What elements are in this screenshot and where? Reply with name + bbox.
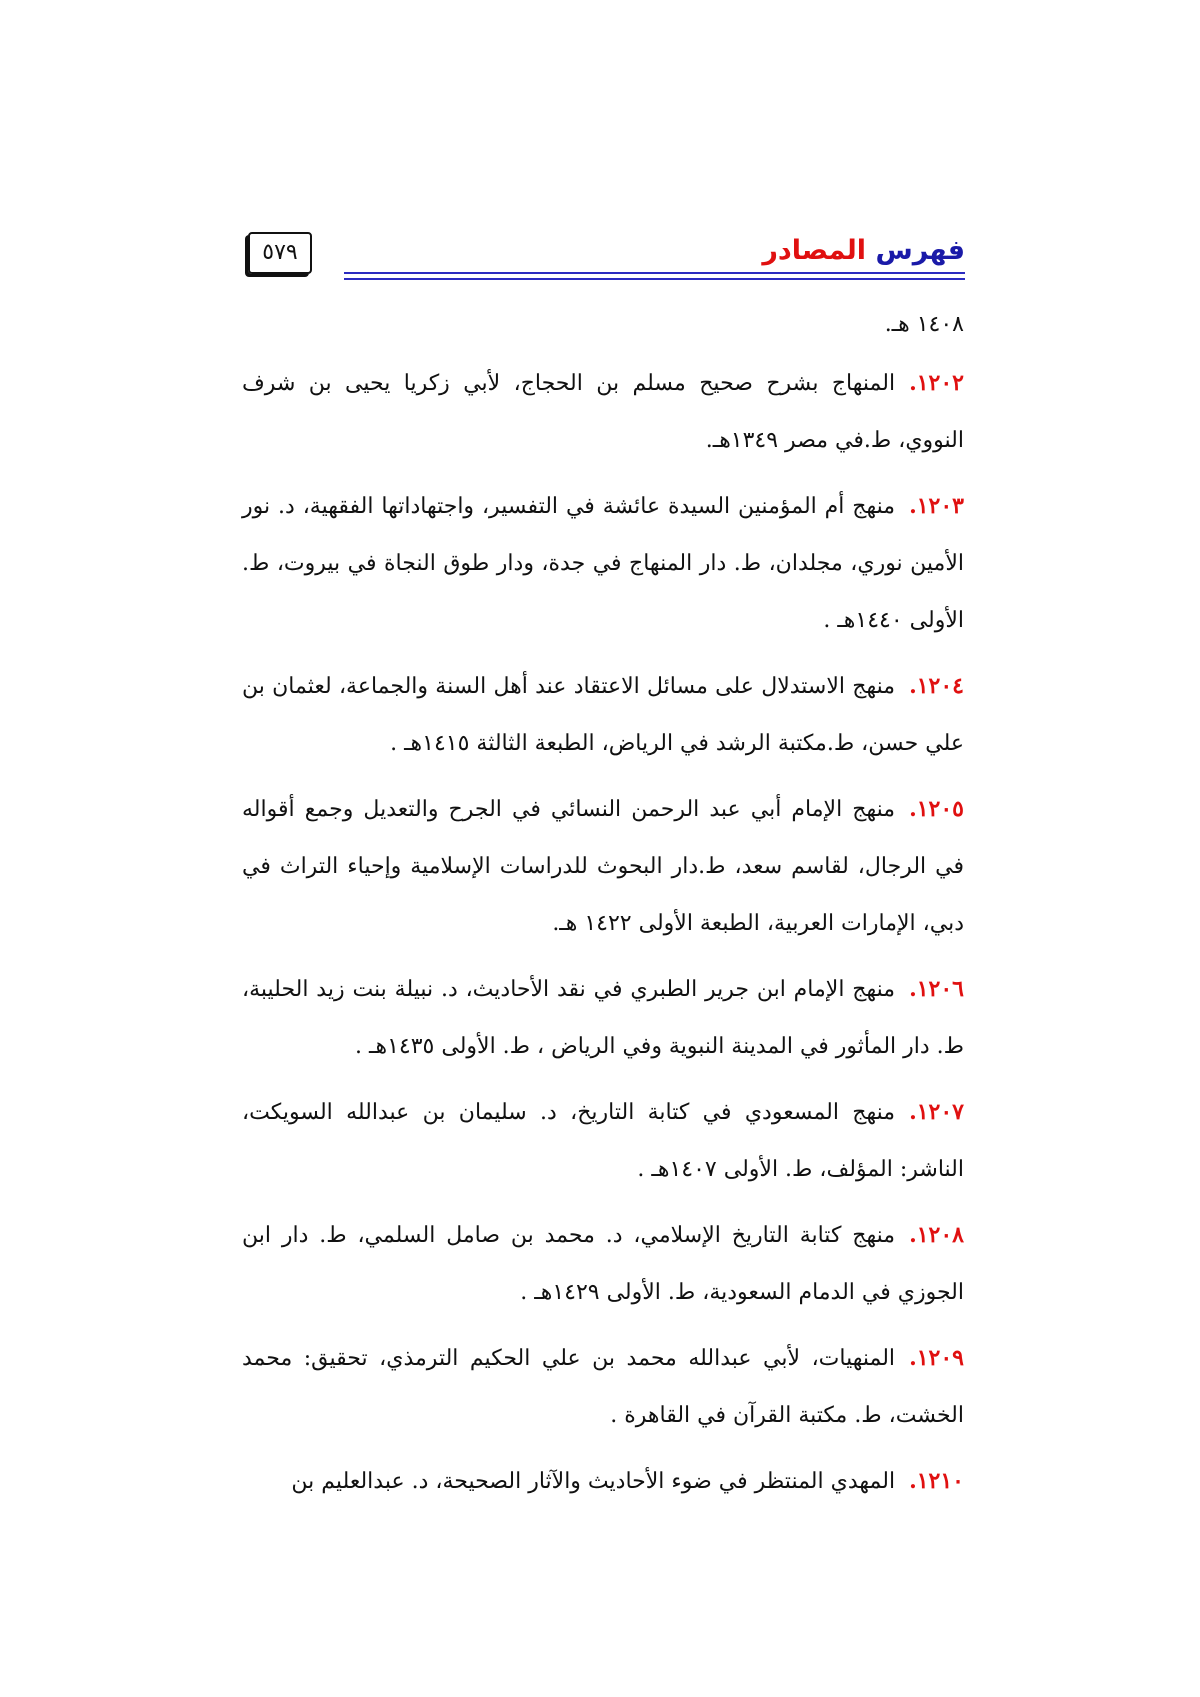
entry-number: ١٢٠٧. (909, 1099, 964, 1125)
entry-number: ١٢٠٢. (909, 370, 964, 396)
entry-number: ١٢٠٨. (909, 1222, 964, 1248)
bibliography-entry (242, 658, 964, 772)
page-number-box: ٥٧٩ (248, 232, 312, 274)
bibliography-entry (242, 961, 964, 1075)
entry-number: ١٢٠٩. (909, 1345, 964, 1371)
bibliography-entry (242, 355, 964, 469)
entry-text: منهج كتابة التاريخ الإسلامي، د. محمد بن صامل السلمي، ط. دار ابن الجوزي في الدمام السعودية، ط. الأولى ١٤٢٩هـ . (242, 1223, 964, 1305)
entry-text: منهج الإمام ابن جرير الطبري في نقد الأحاديث، د. نبيلة بنت زيد الحليبة، ط. دار المأثور في المدينة النبوية وفي الرياض ، ط. الأولى ١٤٣٥هـ . (242, 977, 964, 1059)
page-header (248, 232, 965, 282)
entry-text: منهج الإمام أبي عبد الرحمن النسائي في الجرح والتعديل وجمع أقواله في الرجال، لقاسم سعد، ط.دار البحوث للدراسات الإسلامية وإحياء التراث في دبي، الإمارات العربية، الطبعة الأولى ١٤٢٢ هـ. (242, 797, 964, 936)
entry-text: المهدي المنتظر في ضوء الأحاديث والآثار الصحيحة، د. عبدالعليم بن (291, 1469, 896, 1494)
bibliography-entry (242, 781, 964, 952)
section-title-first-word: فهرس (875, 235, 965, 266)
entry-number: ١٢٠٤. (909, 673, 964, 699)
bibliography-entry (242, 478, 964, 649)
entry-text: منهج الاستدلال على مسائل الاعتقاد عند أهل السنة والجماعة، لعثمان بن علي حسن، ط.مكتبة الرشد في الرياض، الطبعة الثالثة ١٤١٥هـ . (242, 674, 964, 756)
bibliography-entry (242, 1453, 964, 1510)
section-title (762, 234, 965, 268)
entry-text: المنهيات، لأبي عبدالله محمد بن علي الحكيم الترمذي، تحقيق: محمد الخشت، ط. مكتبة القرآن في القاهرة . (242, 1346, 964, 1428)
entry-number: ١٢٠٥. (909, 796, 964, 822)
header-rule-bottom (344, 278, 965, 280)
entry-number: ١٢٠٣. (909, 493, 964, 519)
bibliography-entry (242, 1084, 964, 1198)
header-rule-top (344, 272, 965, 274)
bibliography-entry (242, 1330, 964, 1444)
continuation-line: ١٤٠٨ هـ. (884, 312, 964, 337)
entry-number: ١٢٠٦. (909, 976, 964, 1002)
entry-text: منهج أم المؤمنين السيدة عائشة في التفسير، واجتهاداتها الفقهية، د. نور الأمين نوري، مجلدان، ط. دار المنهاج في جدة، ودار طوق النجاة في بيروت، ط. الأولى ١٤٤٠هـ . (242, 494, 964, 633)
entry-text: المنهاج بشرح صحيح مسلم بن الحجاج، لأبي زكريا يحيى بن شرف النووي، ط.في مصر ١٣٤٩هـ. (242, 371, 964, 453)
bibliography-entry (242, 1207, 964, 1321)
entry-number: ١٢١٠. (909, 1468, 964, 1494)
bibliography-list (242, 296, 964, 1519)
section-title-second-word: المصادر (762, 235, 867, 266)
entry-text: منهج المسعودي في كتابة التاريخ، د. سليمان بن عبدالله السويكت، الناشر: المؤلف، ط. الأولى ١٤٠٧هـ . (242, 1100, 964, 1182)
